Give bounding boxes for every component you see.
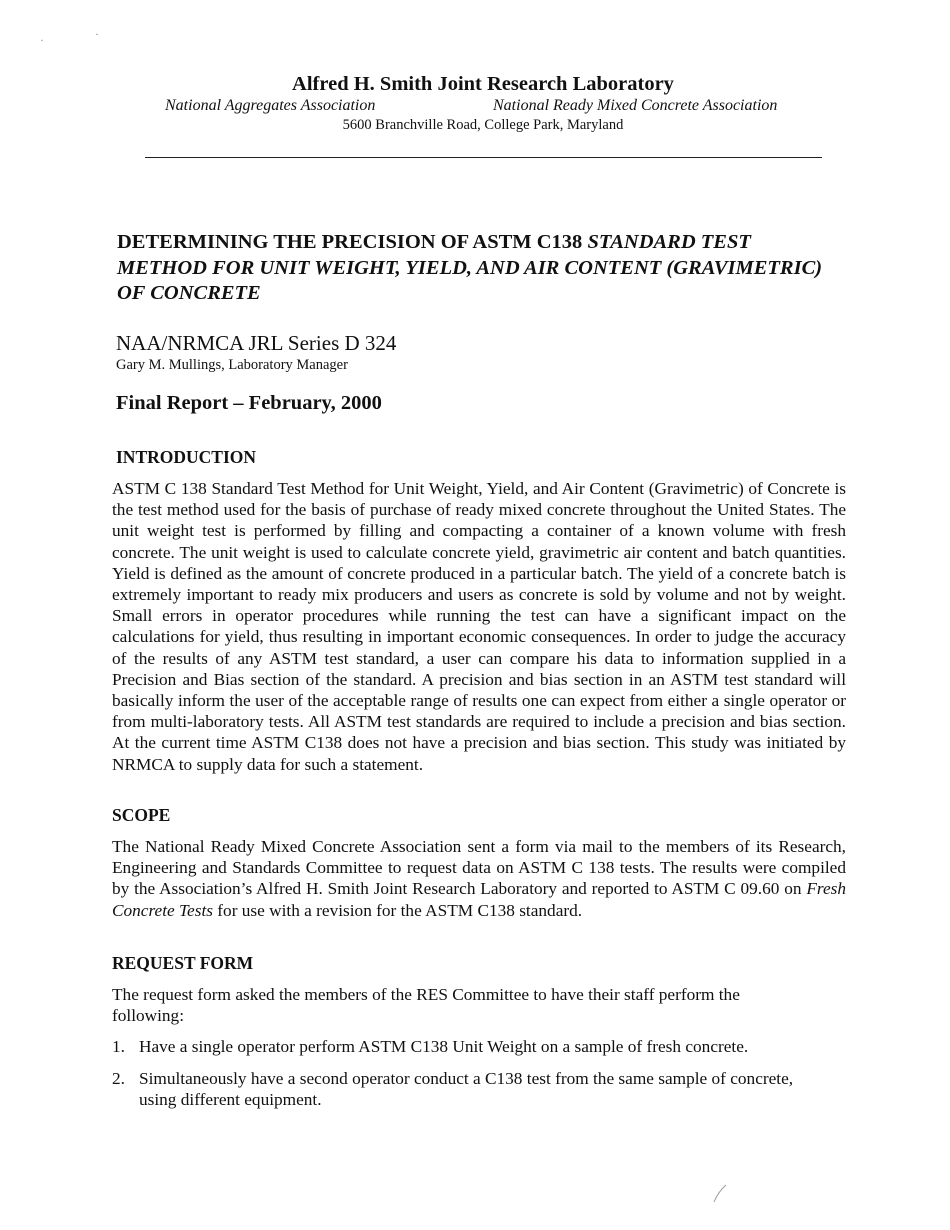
lab-name: Alfred H. Smith Joint Research Laboratory (292, 73, 674, 95)
pen-mark (712, 1182, 728, 1204)
report-date: Final Report – February, 2000 (116, 392, 382, 414)
list-item-number: 1. (112, 1037, 125, 1056)
list-item (112, 1036, 812, 1057)
introduction-heading: INTRODUCTION (116, 447, 257, 467)
lab-address: 5600 Branchville Road, College Park, Maryland (342, 117, 624, 133)
author: Gary M. Mullings, Laboratory Manager (116, 357, 348, 373)
association-right: National Ready Mixed Concrete Association (493, 97, 778, 114)
document-title (117, 230, 837, 307)
scope-text-before: The National Ready Mixed Concrete Association sent a form via mail to the members of its Research, Engineering and Standards Committee to request data on ASTM C 138 tests. The results were compiled by the Association’s Alfred H. Smith Joint Research Laboratory and reported to ASTM C 09.60 on (112, 837, 846, 899)
scan-speck: · (40, 33, 44, 47)
list-item (112, 1068, 812, 1110)
letterhead (0, 72, 950, 134)
scope-text-after: for use with a revision for the ASTM C138 standard. (212, 900, 583, 920)
title-bold-part: DETERMINING THE PRECISION OF ASTM C138 (117, 231, 588, 253)
list-item-text: Have a single operator perform ASTM C138 Unit Weight on a sample of fresh concrete. (139, 1037, 749, 1056)
request-form-intro: The request form asked the members of the RES Committee to have their staff perform the following: (112, 985, 740, 1026)
request-form-heading: REQUEST FORM (112, 953, 254, 973)
letterhead-divider (145, 157, 822, 158)
scan-speck: · (95, 27, 99, 41)
scope-text-italic: Fresh Concrete Tests (112, 879, 846, 920)
scope-heading: SCOPE (112, 805, 171, 825)
association-left: National Aggregates Association (165, 97, 376, 114)
list-item-text: Simultaneously have a second operator conduct a C138 test from the same sample of concrete, using different equipment. (139, 1069, 794, 1110)
introduction-paragraph: ASTM C 138 Standard Test Method for Unit Weight, Yield, and Air Content (Gravimetric) of Concrete is the test method used for the basis of purchase of ready mixed concrete throughout the United States. The unit weight test is performed by filling and compacting a container of a known volume with fresh concrete. The unit weight is used to calculate concrete yield, gravimetric air content and batch quantities. Yield is defined as the amount of concrete produced in a particular batch. The yield of a concrete batch is extremely important to ready mix producers and users as concrete is sold by volume and not by weight. Small errors in operator procedures while running the test can have a significant impact on the calculations for yield, thus resulting in important economic consequences. In order to judge the accuracy of the results of any ASTM test standard, a user can compare his data to information supplied in a Precision and Bias section of the standard. A precision and bias section in an ASTM test standard will basically inform the user of the acceptable range of results one can expect from either a single operator or from multi-laboratory tests. All ASTM test standards are required to include a precision and bias section. At the current time ASTM C138 does not have a precision and bias section. This study was initiated by NRMCA to supply data for such a statement. (112, 479, 846, 774)
association-row (0, 96, 950, 116)
title-italic-part: STANDARD TEST METHOD FOR UNIT WEIGHT, YIELD, AND AIR CONTENT (GRAVIMETRIC) OF CONCRETE (117, 231, 823, 304)
list-item-number: 2. (112, 1069, 125, 1088)
series-number: NAA/NRMCA JRL Series D 324 (116, 331, 397, 355)
scope-paragraph (112, 836, 846, 921)
